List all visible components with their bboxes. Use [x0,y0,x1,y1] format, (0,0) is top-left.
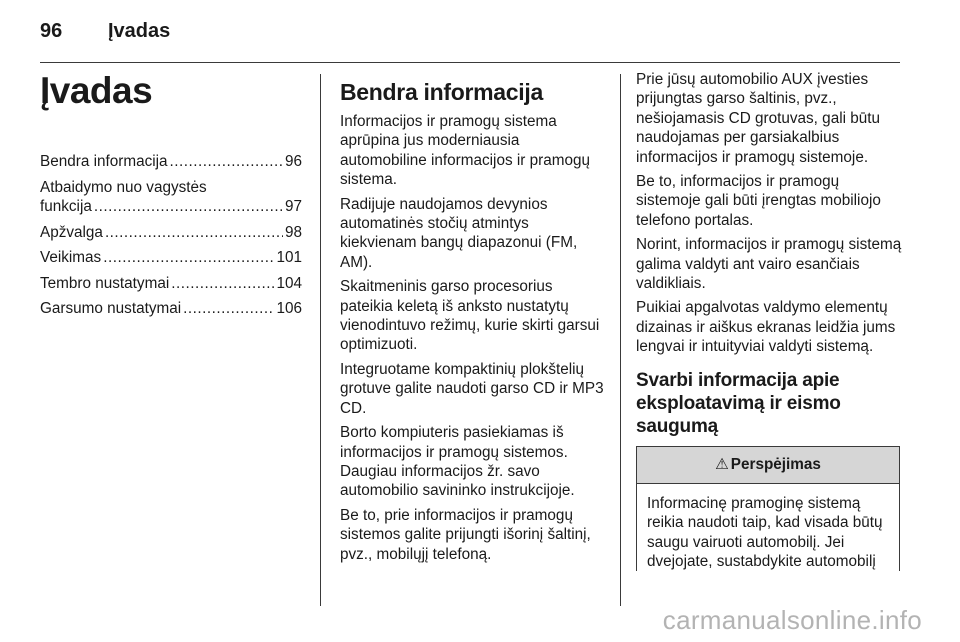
chapter-title: Įvadas [40,70,153,111]
running-chapter-title: Įvadas [108,20,171,42]
column-divider-left [320,74,321,606]
section-body-continued [636,70,902,357]
toc-entry[interactable] [40,223,302,243]
toc-leader-dots [171,274,274,294]
toc-entry-title: Veikimas [40,249,102,266]
toc-leader-dots [183,299,274,319]
watermark: carmanualsonline.info [662,605,922,635]
paragraph: Prie jūsų automobilio AUX įvesties prijungtas garso šaltinis, pvz., nešiojamasis CD grotuvas, gali būtu naudojamas per garsiakalbius informacijos ir pramogų sistemoje. [636,71,881,166]
toc-entry-title: Bendra informacija [40,153,168,170]
toc-entry-title-line2: funkcija [40,198,92,215]
paragraph: Borto kompiuteris pasiekiamas iš informacijos ir pramogų sistemos. Daugiau informacijos žr. savo automobilio savininko instrukcijoje. [340,424,575,500]
paragraph: Be to, prie informacijos ir pramogų sistemos galite prijungti išorinį šaltinį, pvz., mobilųjį telefoną. [340,506,591,563]
paragraph: Radijuje naudojamos devynios automatinės stočių atmintys kiekvienam bangų diapazonui (FM, AM). [340,195,578,271]
warning-box [636,446,900,571]
warning-title: Perspėjimas [730,455,821,473]
toc-entry-page: 106 [276,300,302,317]
page-number: 96 [40,20,63,42]
toc-entry[interactable] [40,248,302,268]
toc-entry-title-line1: Atbaidymo nuo vagystės [40,178,207,196]
paragraph: Informacijos ir pramogų sistema aprūpina jus moderniausia automobiline informacijos ir pramogų sistema. [340,113,590,189]
toc-entry-page: 104 [276,274,302,292]
column-toc [40,70,302,325]
toc-entry-page: 98 [284,223,302,241]
column-general-info [340,70,608,569]
toc-leader-dots [105,223,283,243]
warning-header [637,447,899,484]
warning-text: Informacinę pramoginę sistemą reikia naudoti taip, kad visada būtų saugu vairuoti automobilį. Jei dvejojate, sustabdykite automobilį [647,494,883,570]
table-of-contents [40,152,302,319]
paragraph: Puikiai apgalvotas valdymo elementų dizainas ir aiškus ekranas leidžia jums lengvai ir intuityviai valdyti sistemą. [636,299,896,356]
toc-entry-page: 97 [284,198,302,215]
paragraph: Be to, informacijos ir pramogų sistemoje gali būti įrengtas mobiliojo telefono portalas. [636,173,881,229]
toc-leader-dots [170,152,283,172]
toc-entry-page: 96 [284,153,302,170]
section-body [340,112,608,564]
toc-entry[interactable] [40,178,302,217]
toc-leader-dots [103,248,274,268]
paragraph: Integruotame kompaktinių plokštelių grotuve galite naudoti garso CD ir MP3 CD. [340,360,604,417]
toc-leader-dots [94,197,283,217]
toc-entry[interactable] [40,152,302,172]
warning-triangle-icon: ⚠ [715,456,729,474]
header-rule [40,62,900,63]
column-divider-right [620,74,621,606]
section-title: Bendra informacija [340,79,543,105]
toc-entry[interactable] [40,274,302,294]
toc-entry-title: Garsumo nustatymai [40,300,182,317]
toc-entry-title: Apžvalga [40,223,103,241]
paragraph: Norint, informacijos ir pramogų sistemą galima valdyti ant vairo esančiais valdikliais. [636,236,902,293]
toc-entry-title: Tembro nustatymai [40,274,170,292]
subsection-title: Svarbi informacija apie eksploatavimą ir eismo saugumą [636,369,841,437]
paragraph: Skaitmeninis garso procesorius pateikia keletą iš anksto nustatytų vienodintuvo režimų, kurie skirti garsui optimizuoti. [340,278,600,354]
column-continued [636,70,902,571]
toc-entry[interactable] [40,299,302,319]
toc-entry-page: 101 [276,249,302,266]
